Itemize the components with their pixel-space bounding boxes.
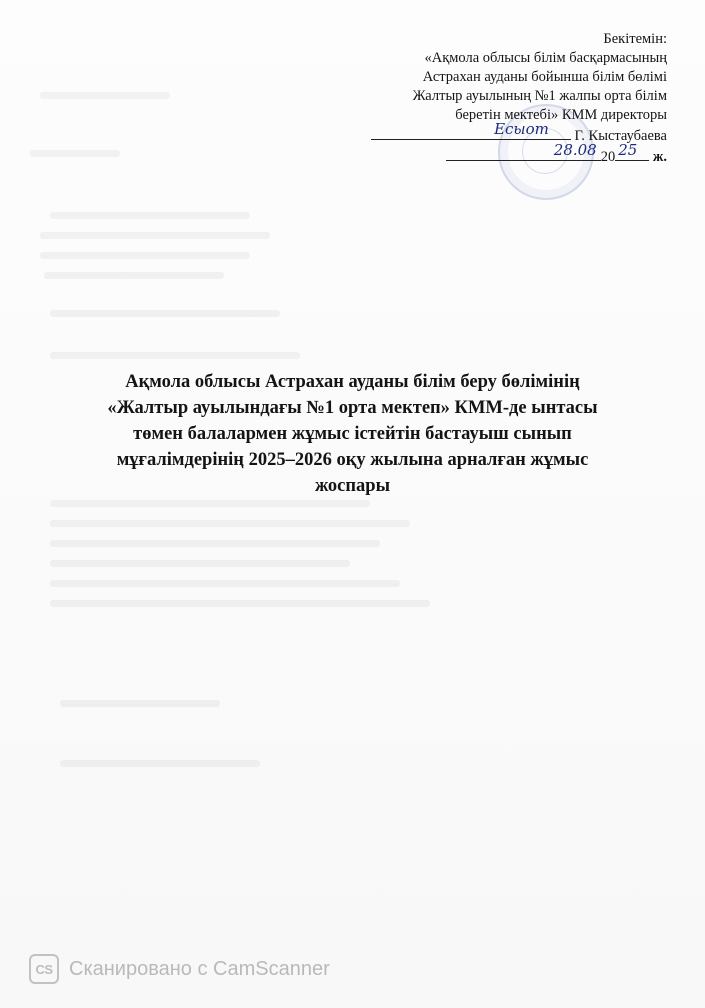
watermark-text: Сканировано с CamScanner (69, 957, 330, 980)
approval-heading: Бекітемін: (603, 31, 667, 47)
handwritten-year: 25 (618, 141, 638, 159)
title-line-4: мұғалімдерінің 2025–2026 оқу жылына арналған жұмыс (116, 450, 589, 470)
handwritten-date: 28.08 (553, 141, 597, 159)
year-prefix: 20 (600, 149, 616, 165)
signature-line (371, 120, 571, 140)
approval-block (347, 30, 667, 167)
signatory-name: Г. Кыстаубаева (574, 128, 667, 144)
year-line (615, 141, 649, 161)
title-line-2: «Жалтыр ауылындағы №1 орта мектеп» КММ-де ынтасы (107, 398, 598, 418)
document-title (60, 369, 645, 499)
title-line-5: жоспары (314, 476, 391, 496)
title-line-3: төмен балалармен жұмыс істейтін бастауыш сынып (133, 424, 572, 444)
approval-line-4: беретін мектебі» КММ директоры (455, 107, 667, 123)
approval-line-2: Астрахан ауданы бойынша білім бөлімі (422, 69, 667, 85)
date-row (347, 141, 667, 167)
approval-line-3: Жалтыр ауылының №1 жалпы орта білім (412, 88, 667, 104)
camscanner-logo-icon: CS (29, 954, 59, 984)
title-line-1: Ақмола облысы Астрахан ауданы білім беру бөлімінің (125, 372, 580, 392)
handwritten-signature: Есыот (494, 120, 549, 138)
year-suffix: ж. (652, 149, 667, 165)
date-line (446, 141, 601, 161)
camscanner-watermark (29, 954, 330, 984)
approval-line-1: «Ақмола облысы білім басқармасының (424, 50, 667, 66)
